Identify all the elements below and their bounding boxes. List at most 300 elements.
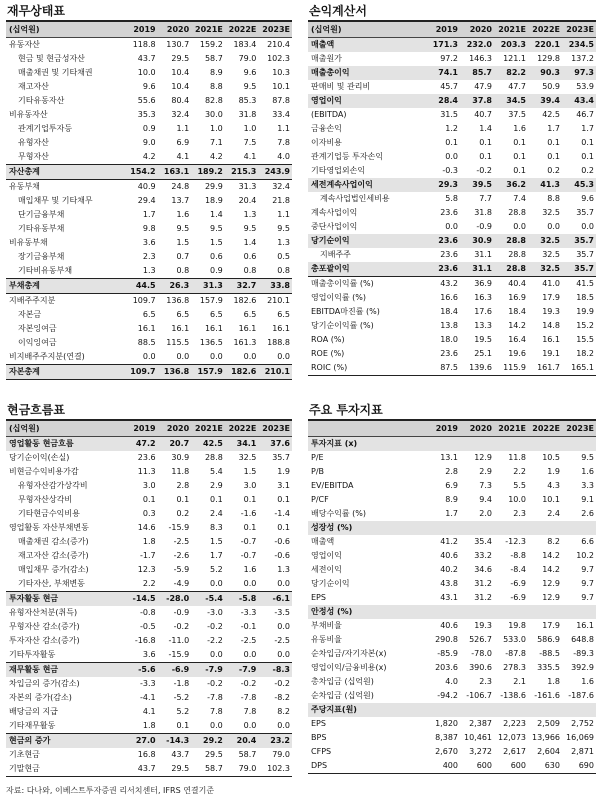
- value-cell: 0.0: [277, 352, 290, 361]
- row-label: 영업이익: [311, 551, 342, 560]
- row-label: 기타유동부채: [18, 224, 65, 233]
- table-row: [308, 717, 596, 731]
- year-header: 2021E: [494, 21, 528, 38]
- value-cell: 0.1: [142, 495, 156, 504]
- value-cell: 16.1: [542, 335, 560, 344]
- table-row: [308, 66, 596, 80]
- cash-flow-panel: [6, 401, 292, 777]
- row-label: 계속사업이익: [311, 208, 358, 217]
- unit-label: (십억원): [6, 21, 124, 38]
- value-cell: 41.3: [528, 178, 562, 192]
- table-row: [308, 52, 596, 66]
- value-cell: 9.4: [479, 495, 492, 504]
- unit-label: [308, 420, 426, 437]
- value-cell: 28.8: [204, 453, 223, 462]
- value-cell: 210.1: [258, 365, 292, 380]
- table-row: [308, 759, 596, 774]
- table-row: [6, 365, 292, 380]
- value-cell: -6.9: [510, 579, 526, 588]
- value-cell: 28.8: [508, 208, 526, 217]
- value-cell: 8.9: [210, 68, 223, 77]
- value-cell: -8.2: [274, 693, 290, 702]
- value-cell: 154.2: [124, 165, 158, 180]
- row-label: 매출채권 감소(증가): [18, 537, 89, 546]
- value-cell: 0.1: [513, 152, 526, 161]
- table-row: [6, 748, 292, 762]
- value-cell: 42.5: [191, 437, 225, 452]
- row-label: 배당금의 지급: [9, 707, 58, 716]
- balance-sheet-panel: [6, 2, 292, 380]
- value-cell: 7.1: [210, 138, 223, 147]
- value-cell: 203.6: [435, 663, 458, 672]
- value-cell: 43.4: [562, 94, 596, 108]
- value-cell: 0.1: [277, 523, 290, 532]
- table-row: [6, 592, 292, 607]
- row-label: 성장성 (%): [308, 521, 426, 535]
- value-cell: 28.8: [494, 262, 528, 277]
- value-cell: 10.1: [272, 82, 290, 91]
- value-cell: 47.2: [124, 437, 158, 452]
- value-cell: 0.0: [277, 579, 290, 588]
- value-cell: 1.8: [142, 721, 156, 730]
- row-label: 부채비율: [311, 621, 342, 630]
- value-cell: 1.3: [277, 565, 290, 574]
- value-cell: 5.5: [513, 481, 526, 490]
- value-cell: 1.4: [243, 238, 257, 247]
- value-cell: 526.7: [469, 635, 492, 644]
- year-header: 2019: [124, 21, 158, 38]
- year-header: 2023E: [562, 420, 596, 437]
- value-cell: 36.9: [460, 277, 494, 292]
- row-label: P/CF: [311, 495, 329, 504]
- key-indicators-panel: [308, 401, 596, 774]
- table-row: [6, 663, 292, 678]
- value-cell: 1.5: [176, 238, 190, 247]
- value-cell: 600: [494, 759, 528, 774]
- row-label: 자본총계: [6, 365, 124, 380]
- value-cell: 18.4: [440, 307, 458, 316]
- value-cell: 23.2: [258, 734, 292, 749]
- table-row: [308, 563, 596, 577]
- value-cell: 23.6: [426, 234, 460, 248]
- table-row: [308, 178, 596, 192]
- value-cell: -8.4: [510, 565, 526, 574]
- table-row: [308, 633, 596, 647]
- table-row: [6, 165, 292, 180]
- value-cell: 0.2: [176, 509, 190, 518]
- row-label: 총차입금 (십억원): [311, 677, 374, 686]
- value-cell: 53.9: [576, 82, 594, 91]
- value-cell: 35.7: [576, 208, 594, 217]
- value-cell: -3.5: [274, 608, 290, 617]
- value-cell: -1.7: [139, 551, 156, 560]
- value-cell: 586.9: [537, 635, 560, 644]
- table-row: [308, 647, 596, 661]
- table-row: [308, 347, 596, 361]
- value-cell: 10.5: [542, 453, 560, 462]
- value-cell: -0.2: [476, 166, 492, 175]
- balance-sheet-table: [6, 20, 292, 380]
- value-cell: 35.7: [272, 453, 290, 462]
- value-cell: 40.6: [440, 551, 458, 560]
- value-cell: 8.2: [277, 707, 290, 716]
- value-cell: 0.0: [277, 622, 290, 631]
- value-cell: 19.9: [576, 307, 594, 316]
- row-label: 자본의 증가(감소): [9, 693, 72, 702]
- row-label: EBITDA마진률 (%): [311, 307, 380, 316]
- row-label: (EBITDA): [311, 110, 347, 119]
- value-cell: 1,820: [435, 719, 458, 728]
- value-cell: -1.8: [173, 679, 190, 688]
- table-row: [6, 563, 292, 577]
- value-cell: 600: [460, 759, 494, 774]
- value-cell: 139.6: [460, 361, 494, 376]
- row-label: ROIC (%): [308, 361, 426, 376]
- value-cell: -106.7: [466, 691, 492, 700]
- value-cell: 0.0: [176, 352, 190, 361]
- value-cell: 115.9: [494, 361, 528, 376]
- table-row: [6, 308, 292, 322]
- value-cell: 0.3: [142, 509, 156, 518]
- row-label: 무형자산: [18, 152, 49, 161]
- row-label: 영업활동 현금흐름: [6, 437, 124, 452]
- value-cell: 690: [562, 759, 596, 774]
- value-cell: 14.6: [137, 523, 156, 532]
- value-cell: 30.9: [460, 234, 494, 248]
- value-cell: 21.8: [272, 196, 290, 205]
- value-cell: 30.0: [204, 110, 223, 119]
- value-cell: -8.3: [258, 663, 292, 678]
- value-cell: 4.3: [547, 481, 560, 490]
- row-label: 판매비 및 관리비: [311, 82, 371, 91]
- value-cell: 0.1: [581, 138, 594, 147]
- value-cell: 19.6: [508, 349, 526, 358]
- row-label: 무형자산상각비: [18, 495, 73, 504]
- value-cell: 9.6: [142, 82, 156, 91]
- row-label: 매출채권 및 기타채권: [18, 68, 93, 77]
- value-cell: 0.1: [210, 495, 223, 504]
- table-row: [308, 150, 596, 164]
- value-cell: 31.8: [238, 110, 257, 119]
- value-cell: 243.9: [258, 165, 292, 180]
- value-cell: 1.4: [479, 124, 492, 133]
- source-footnote: 자료: 다나와, 이베스트투자증권 리서치센터, IFRS 연결기준: [6, 786, 215, 795]
- value-cell: 1.7: [547, 124, 560, 133]
- value-cell: 10.0: [137, 68, 156, 77]
- value-cell: -88.5: [539, 649, 560, 658]
- value-cell: 23.6: [440, 250, 458, 259]
- value-cell: 1.5: [243, 467, 257, 476]
- value-cell: 12.9: [542, 593, 560, 602]
- value-cell: 2,509: [537, 719, 560, 728]
- value-cell: [528, 605, 562, 619]
- value-cell: 182.6: [225, 365, 259, 380]
- row-label: 매출액: [308, 38, 426, 53]
- value-cell: 7.8: [243, 707, 257, 716]
- table-row: [6, 734, 292, 749]
- value-cell: 58.7: [191, 762, 225, 777]
- value-cell: 28.4: [426, 94, 460, 108]
- value-cell: 182.6: [225, 294, 259, 309]
- row-label: 기타투자활동: [9, 650, 56, 659]
- table-row: [6, 208, 292, 222]
- row-label: 세전계속사업이익: [308, 178, 426, 192]
- value-cell: -0.2: [207, 622, 223, 631]
- value-cell: 335.5: [537, 663, 560, 672]
- value-cell: 2.4: [210, 509, 223, 518]
- value-cell: 15.5: [576, 335, 594, 344]
- table-row: [6, 479, 292, 493]
- value-cell: 1.3: [142, 266, 156, 275]
- value-cell: -2.2: [207, 636, 223, 645]
- value-cell: 29.9: [191, 180, 225, 195]
- panel-title: 손익계산서: [309, 4, 367, 18]
- value-cell: -0.9: [476, 222, 492, 231]
- value-cell: -12.3: [505, 537, 526, 546]
- value-cell: 210.4: [267, 40, 290, 49]
- value-cell: 10.3: [272, 68, 290, 77]
- value-cell: -15.9: [168, 523, 190, 532]
- value-cell: 19.1: [542, 349, 560, 358]
- value-cell: -4.1: [139, 693, 156, 702]
- value-cell: [494, 437, 528, 452]
- value-cell: 0.2: [547, 166, 560, 175]
- table-row: [308, 731, 596, 745]
- table-row: [6, 549, 292, 563]
- row-label: EPS: [311, 593, 326, 602]
- value-cell: 40.4: [494, 277, 528, 292]
- value-cell: [528, 703, 562, 717]
- table-row: [6, 80, 292, 94]
- value-cell: 8.8: [547, 194, 560, 203]
- key-indicators-table: [308, 419, 596, 774]
- value-cell: 3.3: [581, 481, 594, 490]
- value-cell: 183.4: [233, 40, 257, 49]
- row-label: 자본잉여금: [18, 324, 57, 333]
- value-cell: -6.9: [510, 593, 526, 602]
- value-cell: 45.7: [440, 82, 458, 91]
- table-row: [6, 451, 292, 465]
- value-cell: 8.2: [547, 537, 560, 546]
- value-cell: 19.3: [542, 307, 560, 316]
- row-label: 유형자산감가상각비: [18, 481, 88, 490]
- table-row: [308, 689, 596, 703]
- value-cell: 31.2: [474, 593, 492, 602]
- table-header-row: [308, 420, 596, 437]
- table-row: [6, 465, 292, 479]
- value-cell: 16.1: [204, 324, 223, 333]
- table-row: [308, 319, 596, 333]
- value-cell: 18.5: [576, 293, 594, 302]
- value-cell: 0.0: [210, 352, 223, 361]
- value-cell: -0.2: [207, 679, 223, 688]
- value-cell: [460, 703, 494, 717]
- value-cell: 43.1: [440, 593, 458, 602]
- table-row: [6, 535, 292, 549]
- value-cell: 23.6: [440, 349, 458, 358]
- table-row: [308, 80, 596, 94]
- row-label: 매출총이익: [308, 66, 426, 80]
- value-cell: 0.0: [243, 721, 257, 730]
- value-cell: 121.1: [503, 54, 526, 63]
- table-row: [308, 94, 596, 108]
- value-cell: 0.8: [176, 266, 190, 275]
- value-cell: 32.4: [258, 180, 292, 195]
- value-cell: 9.7: [581, 593, 594, 602]
- value-cell: -5.4: [191, 592, 225, 607]
- table-row: [308, 206, 596, 220]
- value-cell: 0.6: [210, 252, 223, 261]
- value-cell: -8.8: [510, 551, 526, 560]
- row-label: 비유동자산: [9, 110, 48, 119]
- value-cell: 188.8: [267, 338, 290, 347]
- table-row: [308, 465, 596, 479]
- value-cell: 2.9: [479, 467, 492, 476]
- value-cell: -89.3: [573, 649, 594, 658]
- table-row: [6, 38, 292, 53]
- value-cell: 8.3: [210, 523, 223, 532]
- value-cell: 1.3: [243, 210, 257, 219]
- value-cell: 12,073: [498, 733, 526, 742]
- value-cell: [528, 437, 562, 452]
- value-cell: 29.3: [426, 178, 460, 192]
- value-cell: 2.9: [210, 481, 223, 490]
- value-cell: 29.5: [204, 750, 223, 759]
- value-cell: 97.3: [562, 66, 596, 80]
- value-cell: -2.5: [240, 636, 257, 645]
- value-cell: 41.5: [562, 277, 596, 292]
- row-label: 기타재무활동: [9, 721, 56, 730]
- value-cell: [494, 703, 528, 717]
- value-cell: 2.8: [445, 467, 458, 476]
- value-cell: 0.2: [581, 166, 594, 175]
- value-cell: [562, 605, 596, 619]
- value-cell: 0.8: [277, 266, 290, 275]
- year-header: 2021E: [191, 420, 225, 437]
- value-cell: -7.8: [240, 693, 257, 702]
- row-label: 계속사업법인세비용: [320, 194, 390, 203]
- value-cell: 15.2: [576, 321, 594, 330]
- value-cell: 17.6: [474, 307, 492, 316]
- table-row: [6, 122, 292, 136]
- value-cell: 31.1: [460, 262, 494, 277]
- value-cell: 9.7: [581, 579, 594, 588]
- value-cell: [562, 521, 596, 535]
- value-cell: 0.1: [176, 495, 190, 504]
- value-cell: 33.4: [272, 110, 290, 119]
- value-cell: 1.7: [581, 124, 594, 133]
- value-cell: 16.1: [576, 621, 594, 630]
- value-cell: [562, 437, 596, 452]
- row-label: 매입채무 및 기타채무: [18, 196, 93, 205]
- row-label: ROE (%): [311, 349, 345, 358]
- value-cell: 0.1: [513, 138, 526, 147]
- value-cell: 7.8: [210, 707, 223, 716]
- table-row: [308, 661, 596, 675]
- value-cell: 0.0: [210, 579, 223, 588]
- value-cell: -5.8: [225, 592, 259, 607]
- table-row: [308, 333, 596, 347]
- value-cell: 19.3: [474, 621, 492, 630]
- table-row: [308, 675, 596, 689]
- value-cell: 2,670: [435, 747, 458, 756]
- row-label: 재무활동 현금: [6, 663, 124, 678]
- value-cell: 129.8: [537, 54, 560, 63]
- value-cell: 118.8: [132, 40, 156, 49]
- value-cell: [494, 521, 528, 535]
- value-cell: 32.4: [171, 110, 190, 119]
- value-cell: [460, 521, 494, 535]
- value-cell: 35.7: [562, 234, 596, 248]
- value-cell: 37.8: [460, 94, 494, 108]
- table-row: [6, 521, 292, 535]
- row-label: EV/EBITDA: [311, 481, 354, 490]
- table-row: [308, 277, 596, 292]
- value-cell: 31.3: [191, 279, 225, 294]
- value-cell: 1.7: [210, 551, 223, 560]
- table-row: [308, 122, 596, 136]
- value-cell: 35.7: [576, 250, 594, 259]
- unit-label: (십억원): [308, 21, 426, 38]
- table-row: [308, 164, 596, 178]
- table-row: [308, 577, 596, 591]
- row-label: 자산총계: [6, 165, 124, 180]
- value-cell: 82.2: [494, 66, 528, 80]
- table-row: [308, 262, 596, 277]
- unit-label: (십억원): [6, 420, 124, 437]
- value-cell: -187.6: [568, 691, 594, 700]
- value-cell: 16.3: [474, 293, 492, 302]
- value-cell: 220.1: [528, 38, 562, 53]
- value-cell: 26.3: [158, 279, 192, 294]
- value-cell: 14.2: [542, 565, 560, 574]
- value-cell: 11.8: [508, 453, 526, 462]
- value-cell: 43.7: [124, 762, 158, 777]
- value-cell: 46.7: [576, 110, 594, 119]
- value-cell: -2.5: [274, 636, 290, 645]
- table-row: [6, 350, 292, 365]
- value-cell: 40.2: [440, 565, 458, 574]
- row-label: 영업이익/금융비용(x): [311, 663, 387, 672]
- value-cell: 25.1: [474, 349, 492, 358]
- value-cell: 19.8: [508, 621, 526, 630]
- table-header-row: [308, 21, 596, 38]
- row-label: 지배주주: [320, 250, 351, 259]
- value-cell: -3.3: [240, 608, 257, 617]
- value-cell: 79.0: [272, 750, 290, 759]
- value-cell: -0.2: [240, 679, 257, 688]
- value-cell: 130.7: [166, 40, 190, 49]
- value-cell: 6.5: [176, 310, 190, 319]
- value-cell: 9.0: [142, 138, 156, 147]
- value-cell: 36.2: [494, 178, 528, 192]
- year-header: 2022E: [225, 21, 259, 38]
- row-label: 차입금의 증가(감소): [9, 679, 80, 688]
- table-row: [308, 220, 596, 234]
- row-label: 당기순이익: [308, 234, 426, 248]
- value-cell: -94.2: [437, 691, 458, 700]
- value-cell: 33.2: [474, 551, 492, 560]
- value-cell: 4.1: [243, 152, 257, 161]
- row-label: 재고자산 감소(증가): [18, 551, 89, 560]
- value-cell: 102.3: [267, 54, 290, 63]
- value-cell: -7.9: [191, 663, 225, 678]
- value-cell: [426, 521, 460, 535]
- value-cell: 87.8: [272, 96, 290, 105]
- value-cell: 43.2: [426, 277, 460, 292]
- value-cell: 1.8: [547, 677, 560, 686]
- value-cell: 1.3: [277, 238, 290, 247]
